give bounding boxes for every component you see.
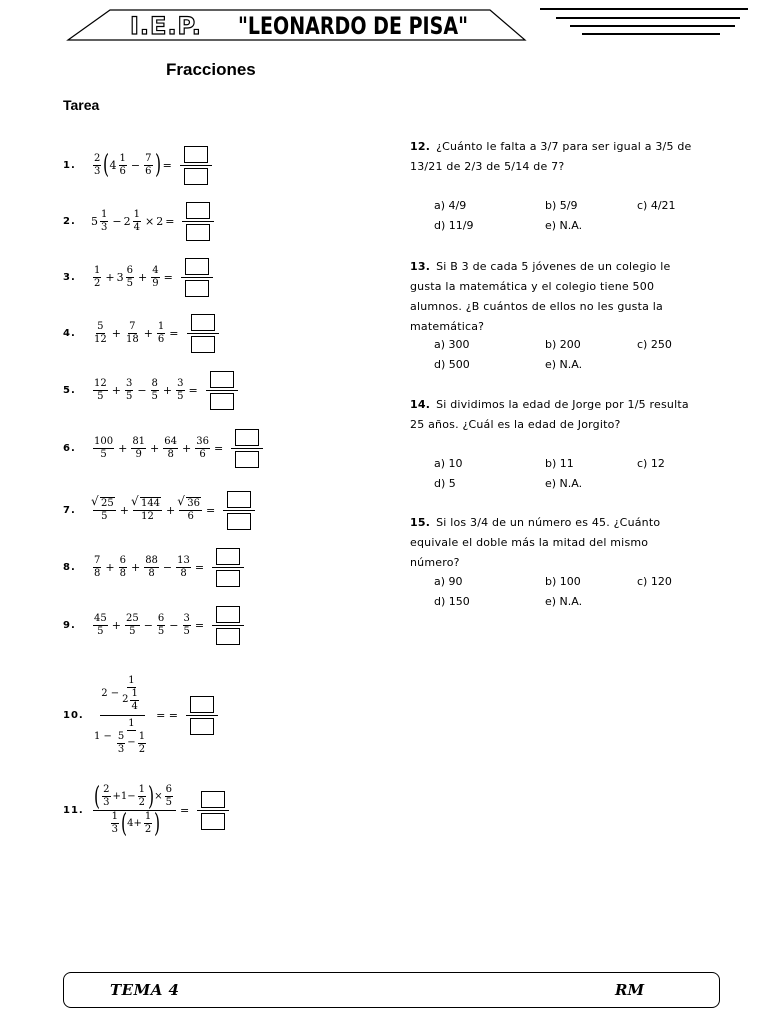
option-e[interactable]: e) N.A. [545,358,583,371]
exercise-number: 8. [63,561,76,573]
exercise-number: 2. [63,215,76,227]
question-12 [410,137,700,177]
exercise-4 [63,318,219,348]
option-d[interactable]: d) 150 [434,595,470,608]
option-c[interactable]: c) 4/21 [637,199,676,212]
math-expression: $\frac{2}{3}$ ( 4 $\frac{1}{6}$ − $\frac{7}{6}$ ) = [91,146,212,185]
exercise-3 [63,262,213,292]
math-expression: $\frac{100}{5}$ + $\frac{81}{9}$ + $\frac{64}{8}$ + $\frac{36}{6}$ = [91,429,263,468]
exercise-7 [63,495,255,525]
math-expression: 2 − 1 2 $\frac{1}{4}$ 1 − 1 $\frac{5}{3}$ − $\frac{1}{2}$ = = [91,675,218,756]
question-15 [410,513,700,573]
question-number: 14. [410,398,431,411]
math-expression: ( $\frac{2}{3}$ +1− $\frac{1}{2}$ ) × $\frac{6}{5}$ $\frac{1}{3}$ ( 4+ $\frac{1}{2}$ ) = [91,784,229,837]
answer-box[interactable] [212,548,244,587]
option-a[interactable]: a) 300 [434,338,470,351]
option-c[interactable]: c) 120 [637,575,672,588]
exercise-number: 1. [63,159,76,171]
exercise-number: 6. [63,442,76,454]
option-e[interactable]: e) N.A. [545,219,583,232]
question-text: Si B 3 de cada 5 jóvenes de un colegio le gusta la matemática y el colegio tiene 500 alumnos. ¿B cuántos de ellos no les gusta la matemática? [410,260,671,333]
exercise-number: 3. [63,271,76,283]
answer-box[interactable] [181,258,213,297]
svg-text:"LEONARDO DE PISA": "LEONARDO DE PISA" [238,12,468,40]
answer-box[interactable] [186,696,218,735]
page-title: Fracciones [166,60,256,79]
option-a[interactable]: a) 4/9 [434,199,467,212]
math-expression: $\frac{7}{8}$ + $\frac{6}{8}$ + $\frac{88}{8}$ − $\frac{13}{8}$ = [91,548,244,587]
math-expression: $\frac{45}{5}$ + $\frac{25}{5}$ − $\frac{6}{5}$ − $\frac{3}{5}$ = [91,606,244,645]
exercise-number: 10. [63,709,84,721]
answer-box[interactable] [180,146,212,185]
exercise-number: 11. [63,804,84,816]
exercise-5 [63,375,238,405]
section-subtitle: Tarea [63,97,100,113]
exercise-9 [63,610,244,640]
math-expression: $\frac{5}{12}$ + $\frac{7}{18}$ + $\frac{1}{6}$ = [91,314,219,353]
answer-box[interactable] [182,202,214,241]
option-b[interactable]: b) 5/9 [545,199,578,212]
question-text: ¿Cuánto le falta a 3/7 para ser igual a 3/5 de 13/21 de 2/3 de 5/14 de 7? [410,140,692,173]
answer-box[interactable] [223,491,255,530]
exercise-number: 4. [63,327,76,339]
exercise-11 [63,780,229,840]
question-number: 13. [410,260,431,273]
math-expression: 5 $\frac{1}{3}$ − 2 $\frac{1}{4}$ × 2 = [91,202,214,241]
header-banner [0,0,768,48]
question-13 [410,257,700,337]
option-c[interactable]: c) 12 [637,457,665,470]
answer-box[interactable] [197,791,229,830]
math-expression: $\frac{12}{5}$ + $\frac{3}{5}$ − $\frac{8}{5}$ + $\frac{3}{5}$ = [91,371,238,410]
answer-box[interactable] [212,606,244,645]
option-c[interactable]: c) 250 [637,338,672,351]
footer-topic: TEMA 4 [110,981,180,999]
option-b[interactable]: b) 100 [545,575,581,588]
option-d[interactable]: d) 500 [434,358,470,371]
question-number: 15. [410,516,431,529]
exercise-6 [63,433,263,463]
exercise-1 [63,150,212,180]
option-e[interactable]: e) N.A. [545,595,583,608]
option-d[interactable]: d) 5 [434,477,456,490]
math-expression: $\frac{1}{2}$ + 3 $\frac{6}{5}$ + $\frac{4}{9}$ = [91,258,213,297]
svg-text:I.E.P.: I.E.P. [130,12,202,40]
option-d[interactable]: d) 11/9 [434,219,474,232]
answer-box[interactable] [231,429,263,468]
question-14 [410,395,700,435]
question-number: 12. [410,140,431,153]
option-b[interactable]: b) 11 [545,457,574,470]
option-b[interactable]: b) 200 [545,338,581,351]
exercise-number: 7. [63,504,76,516]
question-text: Si los 3/4 de un número es 45. ¿Cuánto equivale el doble más la mitad del mismo número? [410,516,661,569]
option-a[interactable]: a) 10 [434,457,463,470]
answer-box[interactable] [187,314,219,353]
answer-box[interactable] [206,371,238,410]
math-expression: √ $\frac{25}{5}$ + √ $\frac{144}{12}$ + √ $\frac{36}{6}$ = [91,491,255,530]
exercise-8 [63,552,244,582]
exercise-2 [63,206,214,236]
option-e[interactable]: e) N.A. [545,477,583,490]
exercise-10 [63,675,218,755]
exercise-number: 5. [63,384,76,396]
option-a[interactable]: a) 90 [434,575,463,588]
question-text: Si dividimos la edad de Jorge por 1/5 resulta 25 años. ¿Cuál es la edad de Jorgito? [410,398,689,431]
exercise-number: 9. [63,619,76,631]
footer-subject: RM [615,981,645,999]
